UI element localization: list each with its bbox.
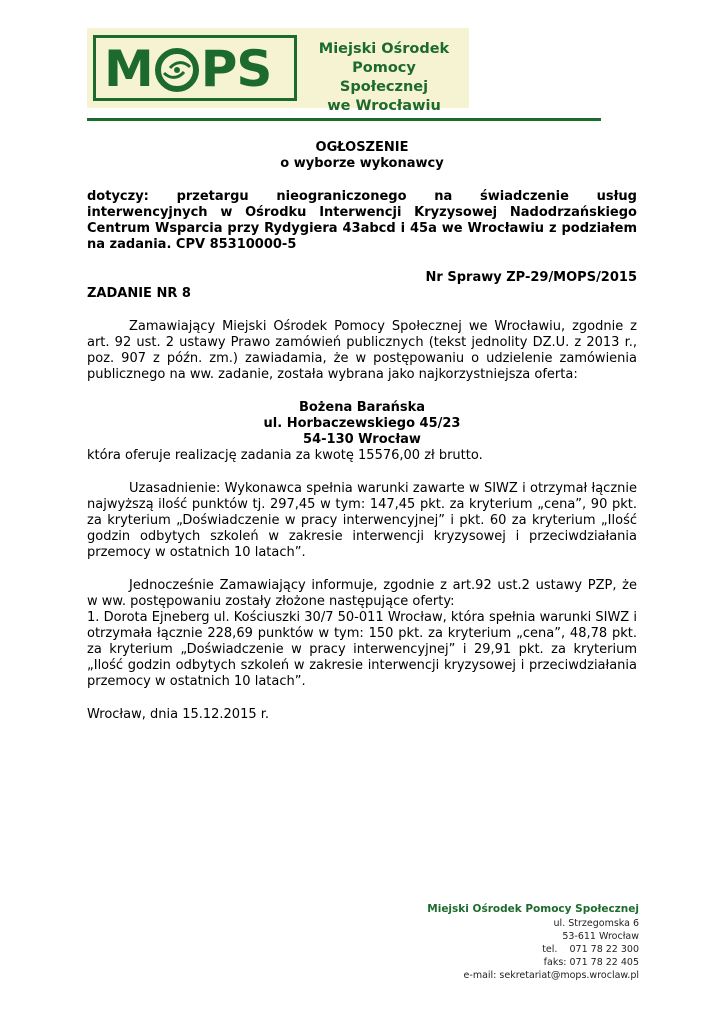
logo-subtitle-line-3: we Wrocławiu [327,98,441,114]
winner-city: 54-130 Wrocław [303,432,421,447]
footer-city: 53-611 Wrocław [562,931,639,942]
winner-street: ul. Horbaczewskiego 45/23 [263,416,461,431]
footer-phone: tel. 071 78 22 300 [542,944,639,955]
case-number: Nr Sprawy ZP-29/MOPS/2015 [425,270,637,285]
footer-org-name: Miejski Ośrodek Pomocy Społecznej [427,903,639,915]
footer-address [427,902,639,982]
footer-street: ul. Strzegomska 6 [553,918,639,929]
subject-paragraph: dotyczy: przetargu nieograniczonego na świadczenie usług interwencyjnych w Ośrodku Interwencji Kryzysowej Nadodrzańskiego Centrum Wsparcia przy Rydygiera 43abcd i 45a we Wrocławiu z podziałem na zadania. CPV 85310000-5 [87,189,637,252]
task-label: ZADANIE NR 8 [87,286,191,301]
mops-logo-banner [87,28,469,114]
logo-subtitle-line-1: Miejski Ośrodek [318,41,450,57]
winner-name: Bożena Barańska [298,400,426,415]
document-subtitle: o wyborze wykonawcy [280,156,444,171]
logo-subtitle-line-2: Pomocy Społecznej [339,60,429,95]
justification-paragraph: Uzasadnienie: Wykonawca spełnia warunki zawarte w SIWZ i otrzymał łącznie najwyższą ilość punktów tj. 297,45 w tym: 147,45 pkt. za kryterium „cena”, 90 pkt. za kryterium „Doświadczenie w pracy interwencyjnej” i pkt. 60 za kryterium „Ilość godzin odbytych szkoleń w zakresie interwencji kryzysowej i przeciwdziałania przemocy w ostatnich 10 latach”. [87,481,637,560]
logo-letter-m: M [104,40,153,98]
mops-logo-mark [93,35,297,101]
logo-letters-ps: PS [200,40,272,98]
footer-fax: faks: 071 78 22 405 [543,957,639,968]
other-offers-intro: Jednocześnie Zamawiający informuje, zgodnie z art.92 ust.2 ustawy PZP, że w ww. postępowaniu zostały złożone następujące oferty: [87,578,637,609]
logo-subtitle [309,40,459,116]
hands-heart-icon [154,46,200,92]
winner-offer: która oferuje realizację zadania za kwotę 15576,00 zł brutto. [87,448,483,463]
document-title: OGŁOSZENIE [315,140,409,155]
intro-paragraph: Zamawiający Miejski Ośrodek Pomocy Społecznej we Wrocławiu, zgodnie z art. 92 ust. 2 ustawy Prawo zamówień publicznych (tekst jednolity DZ.U. z 2013 r., poz. 907 z późn. zm.) zawiadamia, że w postępowaniu o udzielenie zamówienia publicznego na ww. zadanie, została wybrana jako najkorzystniejsza oferta: [87,319,637,382]
announcement-document [87,140,637,723]
other-offer-item: 1. Dorota Ejneberg ul. Kościuszki 30/7 50-011 Wrocław, która spełnia warunki SIWZ i otrzymała łącznie 228,69 punktów w tym: 150 pkt. za kryterium „cena”, 48,78 pkt. za kryterium „Doświadczenie w pracy interwencyjnej” i 29,91 pkt. za kryterium „Ilość godzin odbytych szkoleń w zakresie interwencji kryzysowej i przeciwdziałania przemocy w ostatnich 10 latach”. [87,610,637,689]
header-divider [87,118,601,121]
date-line: Wrocław, dnia 15.12.2015 r. [87,707,270,722]
footer-email: e-mail: sekretariat@mops.wroclaw.pl [463,970,639,981]
